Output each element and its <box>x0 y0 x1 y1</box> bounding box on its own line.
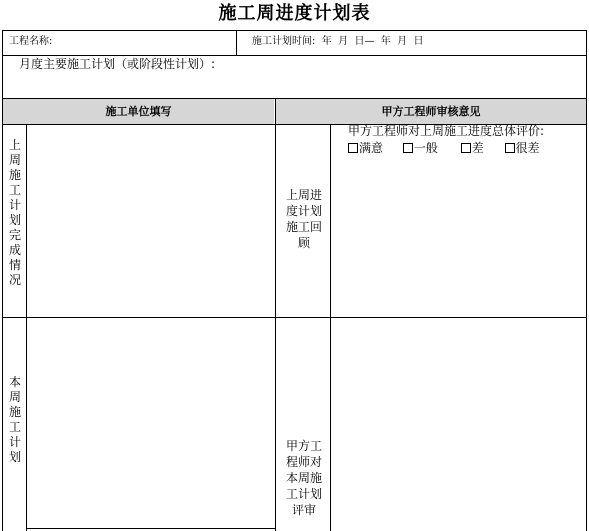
last-week-completion-label: 上周施工计划完成情况 <box>8 138 21 287</box>
row-divider <box>2 317 276 318</box>
column-header-owner: 甲方工程师审核意见 <box>276 99 586 124</box>
assessment-prompt: 甲方工程师对上周施工进度总体评价: <box>348 124 545 138</box>
checkbox-icon[interactable] <box>403 143 413 153</box>
checkbox-icon[interactable] <box>348 143 358 153</box>
last-week-review-label: 上周进度计划施工回顾 <box>285 188 322 250</box>
column-divider <box>236 30 237 55</box>
option-satisfied[interactable]: 满意 <box>348 141 383 155</box>
option-poor[interactable]: 差 <box>461 141 484 155</box>
page-title: 施工周进度计划表 <box>218 3 371 24</box>
owner-evaluation-label: 甲方工程师对本周施工计划评审 <box>285 439 322 517</box>
column-divider <box>275 99 276 531</box>
option-average[interactable]: 一般 <box>403 141 438 155</box>
plan-time-label: 施工计划时间: 年 月 日— 年 月 日 <box>252 36 424 47</box>
row-divider <box>2 55 587 56</box>
monthly-plan-label: 月度主要施工计划（或阶段性计划）: <box>19 57 216 71</box>
column-divider <box>330 124 331 531</box>
option-very-poor[interactable]: 很差 <box>505 141 540 155</box>
checkbox-icon[interactable] <box>505 143 515 153</box>
row-divider <box>275 317 587 318</box>
checkbox-icon[interactable] <box>461 143 471 153</box>
column-header-contractor: 施工单位填写 <box>3 99 274 124</box>
column-divider <box>26 124 27 531</box>
this-week-plan-label: 本周施工计划 <box>8 375 21 464</box>
project-name-label: 工程名称: <box>9 36 53 47</box>
row-divider <box>26 528 275 529</box>
assessment-options <box>348 140 540 156</box>
